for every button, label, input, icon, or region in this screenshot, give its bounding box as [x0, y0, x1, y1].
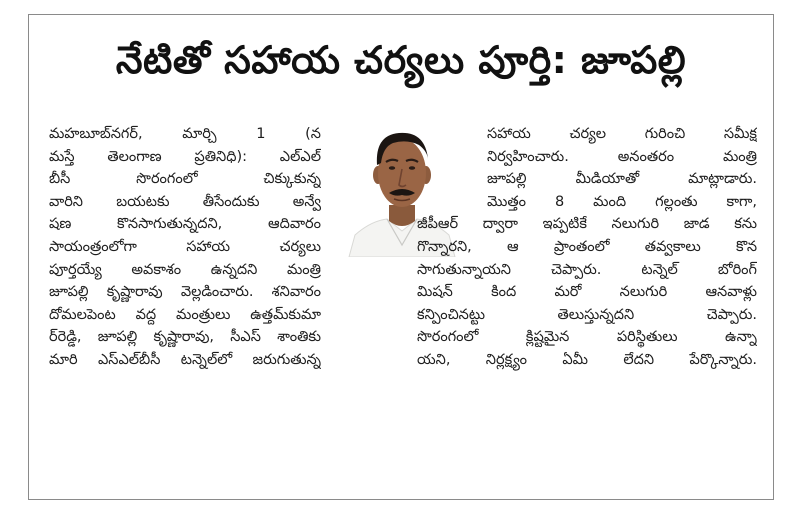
- body-text-line: జూపల్లి మీడియాతో మాట్లాడారు.: [487, 171, 757, 188]
- body-text-line: పూర్తయ్యే అవకాశం ఉన్నదని మంత్రి: [49, 261, 321, 278]
- body-text-line: యని, నిర్లక్ష్యం ఏమీ లేదని పేర్కొన్నారు.: [417, 351, 757, 368]
- body-text-line: బీసీ సొరంగంలో చిక్కుకున్న: [49, 171, 321, 188]
- body-text-line: ర్‌రెడ్డి, జూపల్లి కృష్ణారావు, సీఎస్ శాంతికు: [49, 329, 321, 346]
- body-text-line: మస్తే తెలంగాణ ప్రతినిధి): ఎల్‌ఎల్: [49, 148, 321, 165]
- body-text-line: మొత్తం 8 మంది గల్లంతు కాగా,: [487, 193, 757, 210]
- body-text-line: సాయంత్రంలోగా సహాయ చర్యలు: [49, 238, 321, 255]
- body-text-line: షణ కొనసాగుతున్నదని, ఆదివారం: [49, 216, 321, 233]
- body-text-line: సొరంగంలో క్లిష్టమైన పరిస్థితులు ఉన్నా: [417, 329, 757, 346]
- body-text-line: జీపీఆర్ ద్వారా ఇప్పటికే నలుగురి జాడ కను: [417, 216, 757, 233]
- body-text-line: మహబూబ్‌నగర్, మార్చి 1 (న: [49, 126, 321, 142]
- body-text-line: గొన్నారని, ఆ ప్రాంతంలో తవ్వకాలు కొన: [417, 238, 757, 255]
- body-text-line: వారిని బయటకు తీసేందుకు అన్వే: [49, 193, 321, 210]
- body-text-line: దోమలపెంట వద్ద మంత్రులు ఉత్తమ్‌కుమా: [49, 306, 321, 323]
- news-clipping: [28, 14, 774, 500]
- headline: నేటితో సహాయ చర్యలు పూర్తి: జూపల్లి: [115, 38, 687, 82]
- body-text-line: నిర్వహించారు. అనంతరం మంత్రి: [487, 148, 757, 165]
- body-text-line: కన్పించినట్టు తెలుస్తున్నదని చెప్పారు.: [417, 306, 757, 323]
- body-text-line: జూపల్లి కృష్ణారావు వెల్లడించారు. శనివారం: [49, 284, 321, 301]
- body-text-line: మారి ఎస్‌ఎల్‌బీసీ టన్నెల్‌లో జరుగుతున్న: [49, 351, 321, 368]
- body-text-line: మిషన్ కింద మరో నలుగురి ఆనవాళ్లు: [417, 284, 757, 301]
- right-column: [417, 123, 757, 372]
- body-text-line: సహాయ చర్యల గురించి సమీక్ష: [487, 126, 757, 142]
- body-text-line: సాగుతున్నాయని చెప్పారు. టన్నెల్ బోరింగ్: [417, 261, 757, 278]
- left-column: [49, 123, 321, 372]
